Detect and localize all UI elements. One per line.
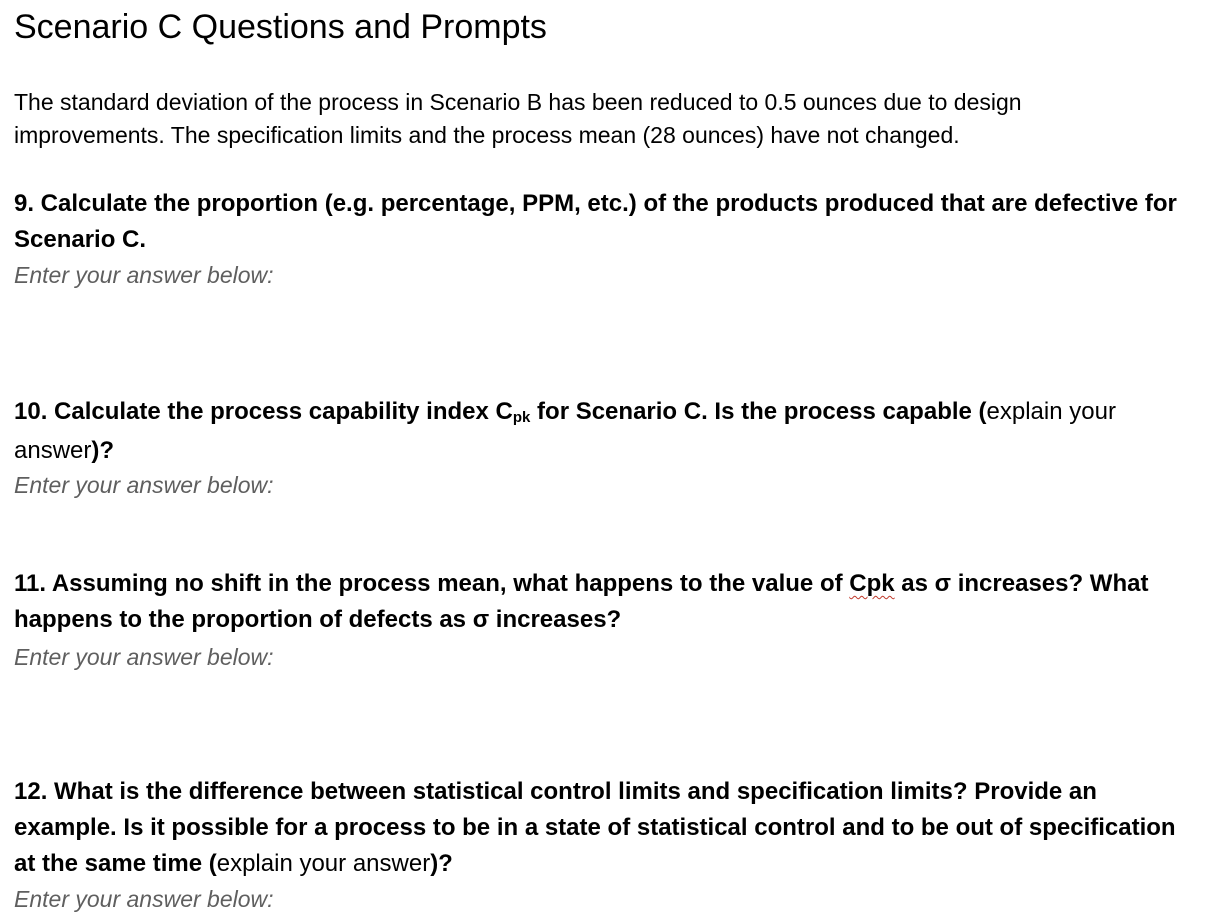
question-10-subscript: pk xyxy=(512,409,531,426)
question-11-cpk-spellcheck: Cpk xyxy=(849,570,895,597)
question-9-text: 9. Calculate the proportion (e.g. percentage, PPM, etc.) of the products produced that are defective for Scenario C. xyxy=(14,190,1177,253)
question-10-explain: explain your answer xyxy=(14,398,1116,464)
question-10-part3: )? xyxy=(91,437,115,464)
page-title: Scenario C Questions and Prompts xyxy=(14,8,547,46)
question-10 xyxy=(14,394,1199,469)
question-9 xyxy=(14,186,1199,258)
question-11-part2: as σ increases? What happens to the proportion of defects as σ increases? xyxy=(14,570,1149,633)
question-10-part2: for Scenario C. Is the process capable ( xyxy=(530,398,987,425)
question-12-part1: 12. What is the difference between statistical control limits and specification limits? Provide an example. Is it possible for a process to be in a state of statistical control and to be out of specification at the same time ( xyxy=(14,778,1176,877)
answer-prompt-11[interactable]: Enter your answer below: xyxy=(14,644,274,670)
question-12-explain: explain your answer xyxy=(216,850,431,877)
question-11-part1: 11. Assuming no shift in the process mean, what happens to the value of xyxy=(14,570,850,597)
intro-paragraph: The standard deviation of the process in Scenario B has been reduced to 0.5 ounces due to design improvements. The specification limits and the process mean (28 ounces) have not changed. xyxy=(14,89,1022,148)
question-10-part1: 10. Calculate the process capability index C xyxy=(14,398,513,425)
answer-prompt-12[interactable]: Enter your answer below: xyxy=(14,886,274,912)
question-12 xyxy=(14,774,1199,882)
answer-prompt-10[interactable]: Enter your answer below: xyxy=(14,472,274,498)
answer-prompt-9[interactable]: Enter your answer below: xyxy=(14,262,274,288)
question-11 xyxy=(14,566,1199,638)
question-12-part2: )? xyxy=(430,850,453,877)
